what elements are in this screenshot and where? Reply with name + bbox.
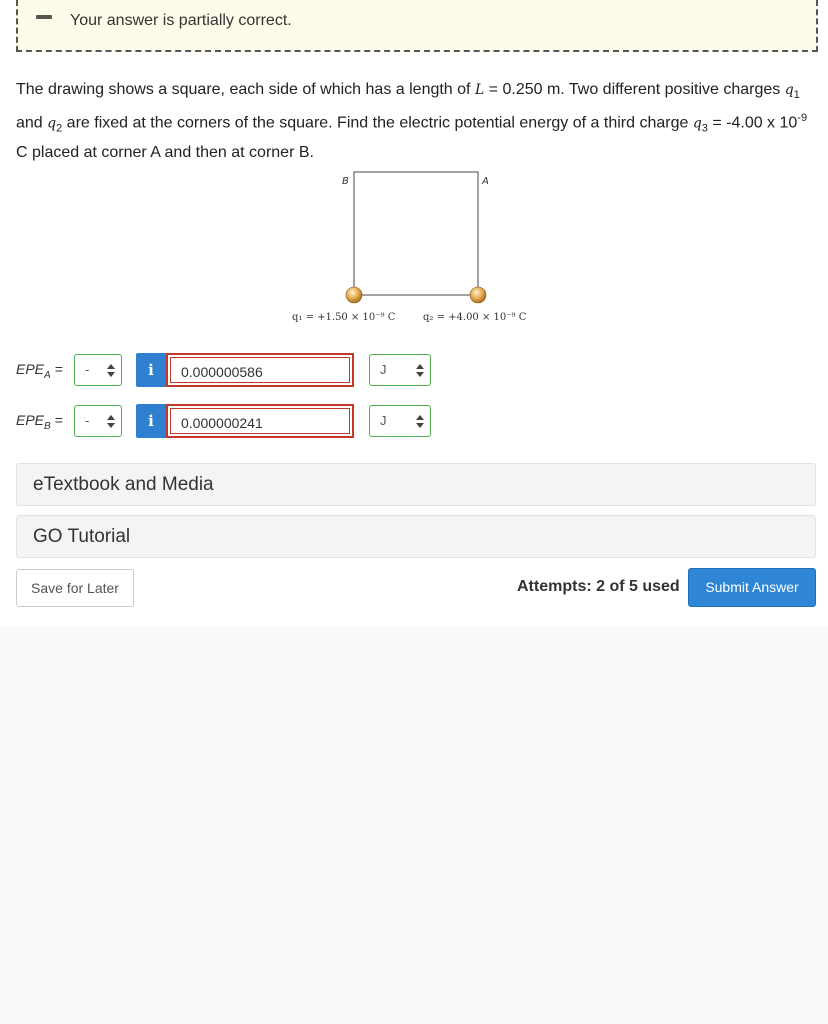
submit-answer-button[interactable]: Submit Answer (688, 568, 816, 607)
updown-arrow-icon (416, 364, 424, 378)
epe-b-label: $EPE_B$ = (16, 412, 63, 432)
feedback-banner (16, 0, 818, 52)
unit-select-a[interactable]: J (369, 354, 431, 386)
epe-a-label: $EPE_A$ = (16, 361, 63, 381)
sign-select-a[interactable]: - (74, 354, 122, 386)
epe-a-input[interactable]: 0.000000586 (166, 353, 354, 387)
info-icon[interactable]: i (136, 353, 166, 387)
corner-b-label: B (342, 176, 349, 187)
updown-arrow-icon (416, 415, 424, 429)
feedback-message: Your answer is partially correct. (70, 12, 292, 29)
updown-arrow-icon (107, 415, 115, 429)
question-text: The drawing shows a square, each side of which has a length of L = 0.250 m. Two different positive charges $q_1$ and $q_2$ are fixed at the corners of the square. Find the electric potential energy of a third charge $q_3 = -4.00$ x $10^{-9}$ C placed at corner A and then at corner B. (16, 81, 808, 161)
q1-label: q₁ = +1.50 × 10⁻⁹ C (292, 312, 396, 323)
square (354, 172, 478, 295)
charge-q2 (470, 287, 486, 303)
epe-b-input[interactable]: 0.000000241 (166, 404, 354, 438)
etextbook-accordion[interactable]: eTextbook and Media (16, 463, 816, 506)
square-diagram (280, 165, 550, 330)
corner-a-label: A (482, 176, 489, 187)
answer-row-b (16, 404, 436, 438)
attempts-counter: Attempts: 2 of 5 used (517, 578, 680, 595)
answer-row-a (16, 353, 436, 387)
info-icon[interactable]: i (136, 404, 166, 438)
charge-q1 (346, 287, 362, 303)
updown-arrow-icon (107, 364, 115, 378)
unit-select-b[interactable]: J (369, 405, 431, 437)
sign-select-b[interactable]: - (74, 405, 122, 437)
go-tutorial-accordion[interactable]: GO Tutorial (16, 515, 816, 558)
partial-correct-icon (36, 15, 52, 19)
q2-label: q₂ = +4.00 × 10⁻⁹ C (423, 312, 527, 323)
save-for-later-button[interactable]: Save for Later (16, 569, 134, 607)
